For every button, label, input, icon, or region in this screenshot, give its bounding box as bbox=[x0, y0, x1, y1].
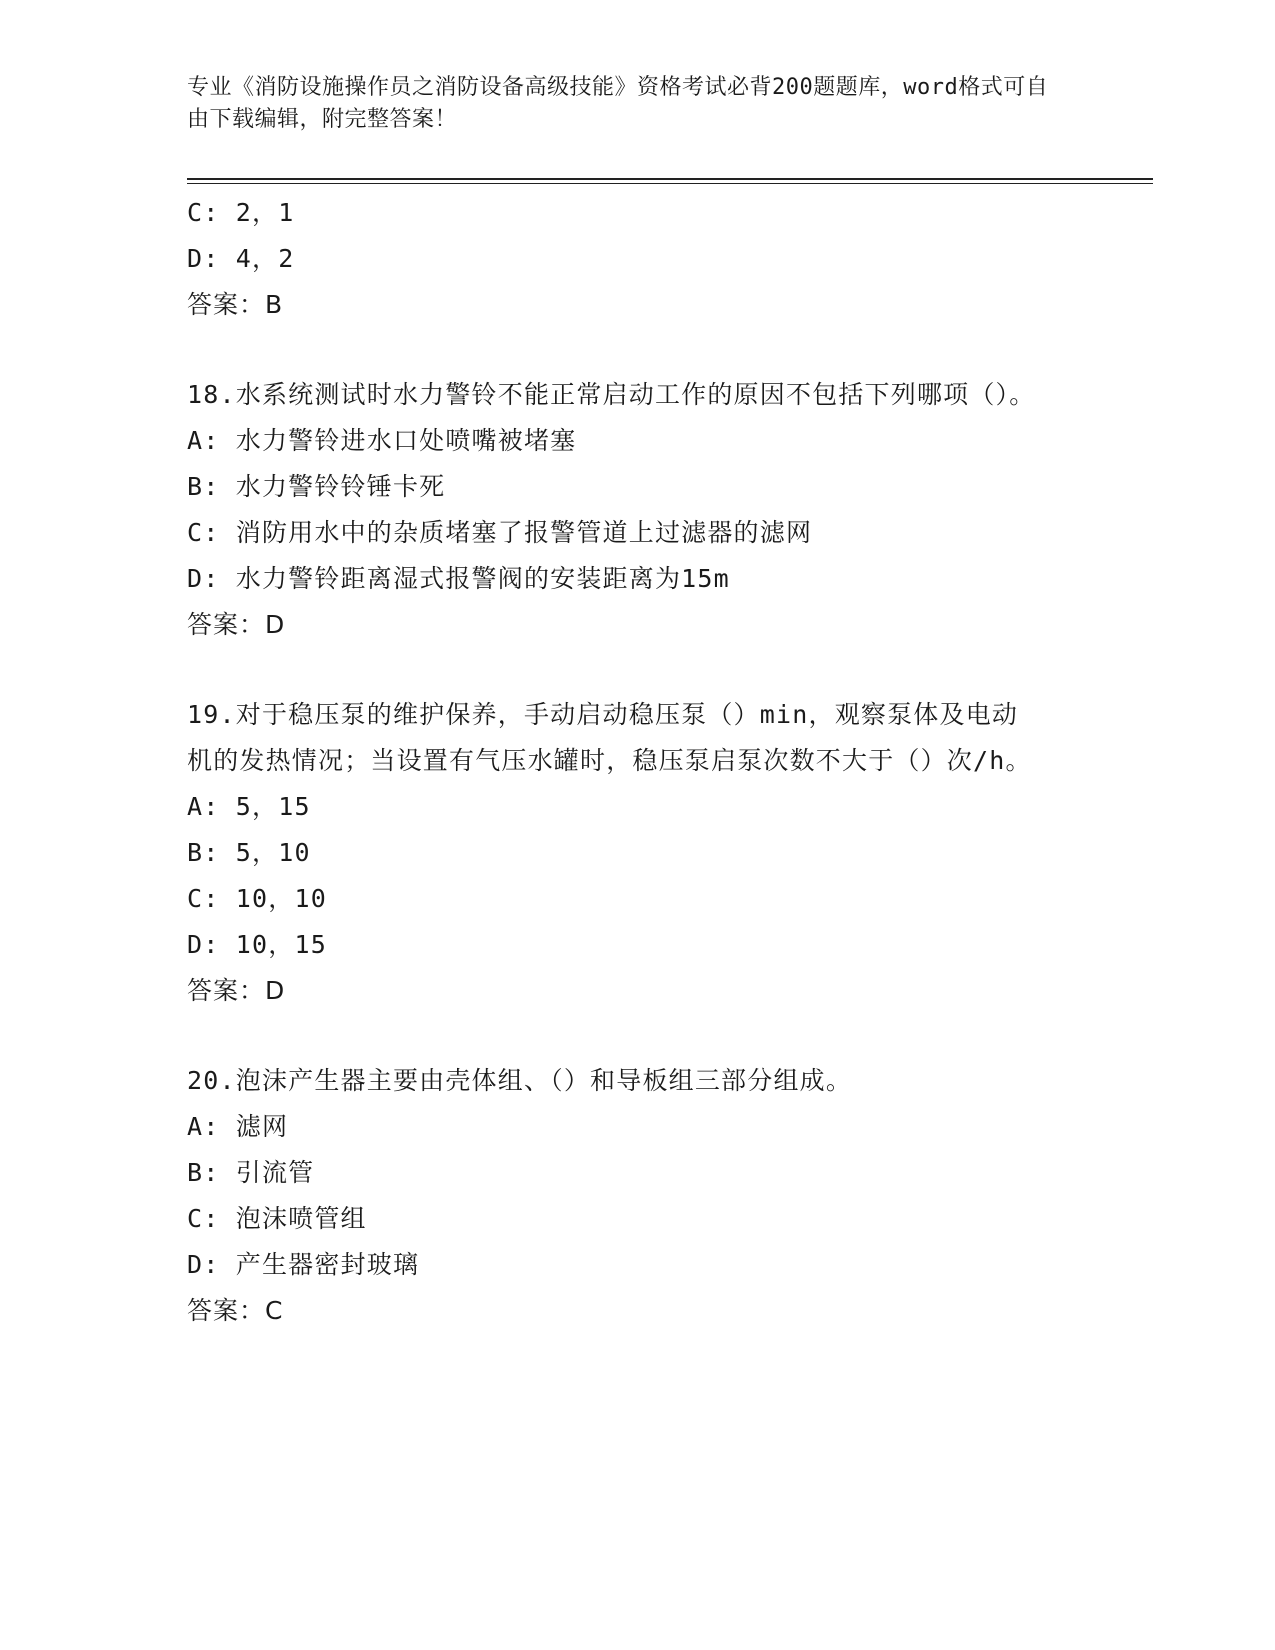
option-a: A: 水力警铃进水口处喷嘴被堵塞 bbox=[187, 426, 577, 455]
question-stem: 19.对于稳压泵的维护保养，手动启动稳压泵（）min，观察泵体及电动机的发热情况；当设置有气压水罐时，稳压泵启泵次数不大于（）次/h。 bbox=[187, 700, 1032, 775]
option-c: C: 10，10 bbox=[187, 884, 327, 913]
answer: 答案：D bbox=[187, 610, 286, 639]
question-19 bbox=[187, 692, 1087, 1014]
question-18 bbox=[187, 372, 1087, 648]
question-list bbox=[187, 190, 1087, 1334]
option-c: C: 泡沫喷管组 bbox=[187, 1204, 367, 1233]
option-d: D: 4，2 bbox=[187, 244, 295, 273]
option-d: D: 产生器密封玻璃 bbox=[187, 1250, 420, 1279]
option-a: A: 滤网 bbox=[187, 1112, 289, 1141]
option-b: B: 引流管 bbox=[187, 1158, 315, 1187]
document-header bbox=[187, 72, 1067, 136]
previous-question-tail bbox=[187, 190, 1087, 328]
question-stem: 18.水系统测试时水力警铃不能正常启动工作的原因不包括下列哪项（）。 bbox=[187, 380, 1036, 409]
option-c: C: 消防用水中的杂质堵塞了报警管道上过滤器的滤网 bbox=[187, 518, 813, 547]
answer: 答案：C bbox=[187, 1296, 284, 1325]
answer: 答案：B bbox=[187, 290, 284, 319]
option-b: B: 水力警铃铃锤卡死 bbox=[187, 472, 446, 501]
option-d: D: 水力警铃距离湿式报警阀的安装距离为15m bbox=[187, 564, 730, 593]
header-rule-thick bbox=[187, 178, 1153, 180]
option-b: B: 5，10 bbox=[187, 838, 311, 867]
option-d: D: 10，15 bbox=[187, 930, 327, 959]
answer: 答案：D bbox=[187, 976, 286, 1005]
option-c: C: 2，1 bbox=[187, 198, 295, 227]
question-20 bbox=[187, 1058, 1087, 1334]
header-title: 专业《消防设施操作员之消防设备高级技能》资格考试必背200题题库，word格式可自由下载编辑，附完整答案！ bbox=[187, 75, 1049, 132]
question-stem: 20.泡沫产生器主要由壳体组、（）和导板组三部分组成。 bbox=[187, 1066, 853, 1095]
header-rule-thin bbox=[187, 183, 1153, 184]
option-a: A: 5，15 bbox=[187, 792, 311, 821]
